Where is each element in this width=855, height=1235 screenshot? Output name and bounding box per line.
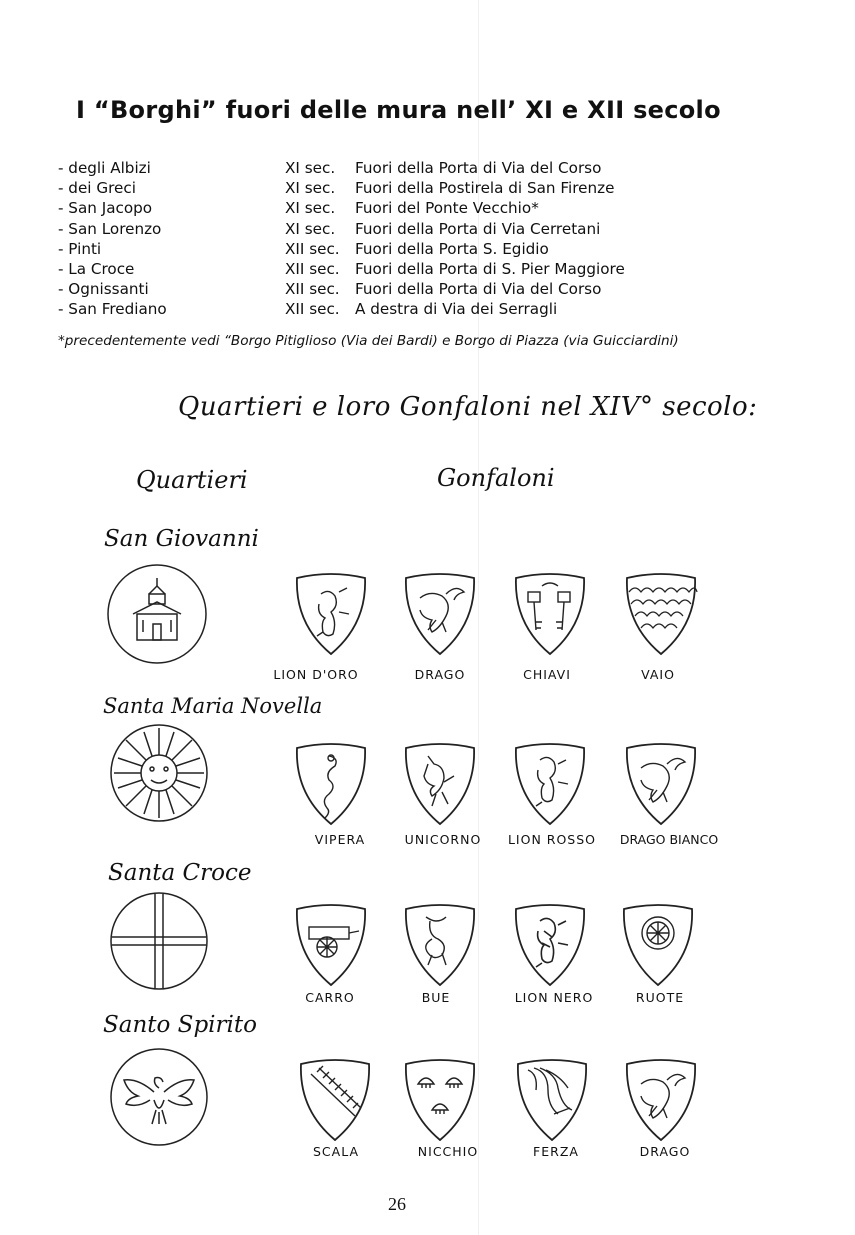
list-item bbox=[58, 198, 758, 218]
gonfalone-label: LION NERO bbox=[514, 990, 594, 1005]
gonfalone-label: RUOTE bbox=[635, 990, 685, 1005]
baptistery-icon bbox=[105, 562, 209, 666]
borgo-location: Fuori della Porta di Via del Corso bbox=[355, 280, 602, 299]
gonfalone-label: CARRO bbox=[305, 990, 355, 1005]
borgo-name: - San Jacopo bbox=[58, 199, 153, 218]
dragon-icon bbox=[623, 1058, 699, 1144]
borgo-name: - degli Albizi bbox=[58, 159, 151, 177]
borgo-century: XII sec. bbox=[285, 259, 340, 278]
list-item bbox=[58, 219, 758, 239]
gonfalone-label: BUE bbox=[421, 990, 451, 1005]
handwritten-title: Quartieri e loro Gonfaloni nel XIV° secolo: bbox=[178, 392, 758, 422]
column-header-quartieri: Quartieri bbox=[136, 466, 248, 494]
borgo-location: Fuori della Porta di S. Pier Maggiore bbox=[355, 259, 625, 278]
gonfalone-label: FERZA bbox=[533, 1144, 579, 1159]
borgo-century: XI sec. bbox=[285, 179, 336, 198]
gonfalone-label: DRAGO bbox=[414, 667, 466, 682]
unicorn-icon bbox=[402, 742, 478, 828]
sun-icon bbox=[108, 722, 210, 824]
borgo-location: Fuori della Porta di Via Cerretani bbox=[355, 219, 601, 238]
quartiere-name-santa-croce: Santa Croce bbox=[108, 860, 252, 886]
borgo-century: XII sec. bbox=[285, 300, 340, 319]
borgo-century: XI sec. bbox=[285, 199, 336, 218]
borgo-name: - Pinti bbox=[58, 239, 102, 258]
vair-icon bbox=[623, 572, 699, 658]
ladder-icon bbox=[297, 1058, 373, 1144]
lion-icon bbox=[512, 742, 588, 828]
gonfalone-label: DRAGO bbox=[639, 1144, 691, 1159]
quartiere-name-san-giovanni: San Giovanni bbox=[104, 526, 259, 552]
page-number: 26 bbox=[388, 1194, 406, 1214]
borgo-century: XII sec. bbox=[285, 239, 340, 258]
cross-icon bbox=[108, 890, 210, 992]
gonfalone-label: UNICORNO bbox=[404, 832, 482, 847]
borgo-name: - San Lorenzo bbox=[58, 219, 162, 238]
list-item bbox=[58, 299, 758, 319]
column-header-gonfaloni: Gonfaloni bbox=[437, 464, 555, 492]
dragon-icon bbox=[623, 742, 699, 828]
borgo-location: Fuori del Ponte Vecchio* bbox=[355, 199, 539, 218]
borgo-name: - Ognissanti bbox=[58, 280, 149, 299]
quartiere-name-santo-spirito: Santo Spirito bbox=[103, 1012, 257, 1038]
list-item bbox=[58, 239, 758, 259]
gonfalone-label: LION ROSSO bbox=[507, 832, 597, 847]
borghi-list bbox=[58, 158, 758, 320]
list-item bbox=[58, 259, 758, 279]
borgo-location: Fuori della Postirela di San Firenze bbox=[355, 179, 615, 198]
cart-icon bbox=[293, 903, 369, 989]
list-item bbox=[58, 178, 758, 198]
lion-icon bbox=[512, 903, 588, 989]
shells-icon bbox=[402, 1058, 478, 1144]
list-item bbox=[58, 158, 758, 178]
gonfalone-label: VAIO bbox=[641, 667, 675, 682]
list-item bbox=[58, 279, 758, 299]
borgo-century: XI sec. bbox=[285, 219, 336, 238]
dragon-icon bbox=[402, 572, 478, 658]
gonfalone-label: LION D'ORO bbox=[273, 667, 359, 682]
borgo-location: Fuori della Porta di Via del Corso bbox=[355, 159, 602, 177]
gonfalone-label: DRAGO BIANCO bbox=[619, 832, 719, 847]
viper-icon bbox=[293, 742, 369, 828]
gonfalone-label: NICCHIO bbox=[417, 1144, 479, 1159]
page-title: I “Borghi” fuori delle mura nell’ XI e XII secolo bbox=[76, 96, 721, 124]
gonfalone-label: VIPERA bbox=[314, 832, 366, 847]
footnote: *precedentemente vedi “Borgo Pitiglioso (Via dei Bardi) e Borgo di Piazza (via Guicciardini) bbox=[58, 333, 679, 349]
borgo-name: - La Croce bbox=[58, 259, 135, 278]
borgo-name: - San Frediano bbox=[58, 300, 167, 319]
keys-icon bbox=[512, 572, 588, 658]
borgo-name: - dei Greci bbox=[58, 179, 136, 198]
borgo-century: XII sec. bbox=[285, 280, 340, 299]
whip-icon bbox=[514, 1058, 590, 1144]
gonfalone-label: SCALA bbox=[312, 1144, 359, 1159]
borgo-century: XI sec. bbox=[285, 159, 336, 177]
borgo-location: A destra di Via dei Serragli bbox=[355, 300, 558, 319]
lion-icon bbox=[293, 572, 369, 658]
quartiere-name-santa-maria-novella: Santa Maria Novella bbox=[103, 694, 323, 718]
wheel-icon bbox=[620, 903, 696, 989]
gonfalone-label: CHIAVI bbox=[523, 667, 571, 682]
dove-icon bbox=[108, 1046, 210, 1148]
ox-icon bbox=[402, 903, 478, 989]
borgo-location: Fuori della Porta S. Egidio bbox=[355, 239, 549, 258]
